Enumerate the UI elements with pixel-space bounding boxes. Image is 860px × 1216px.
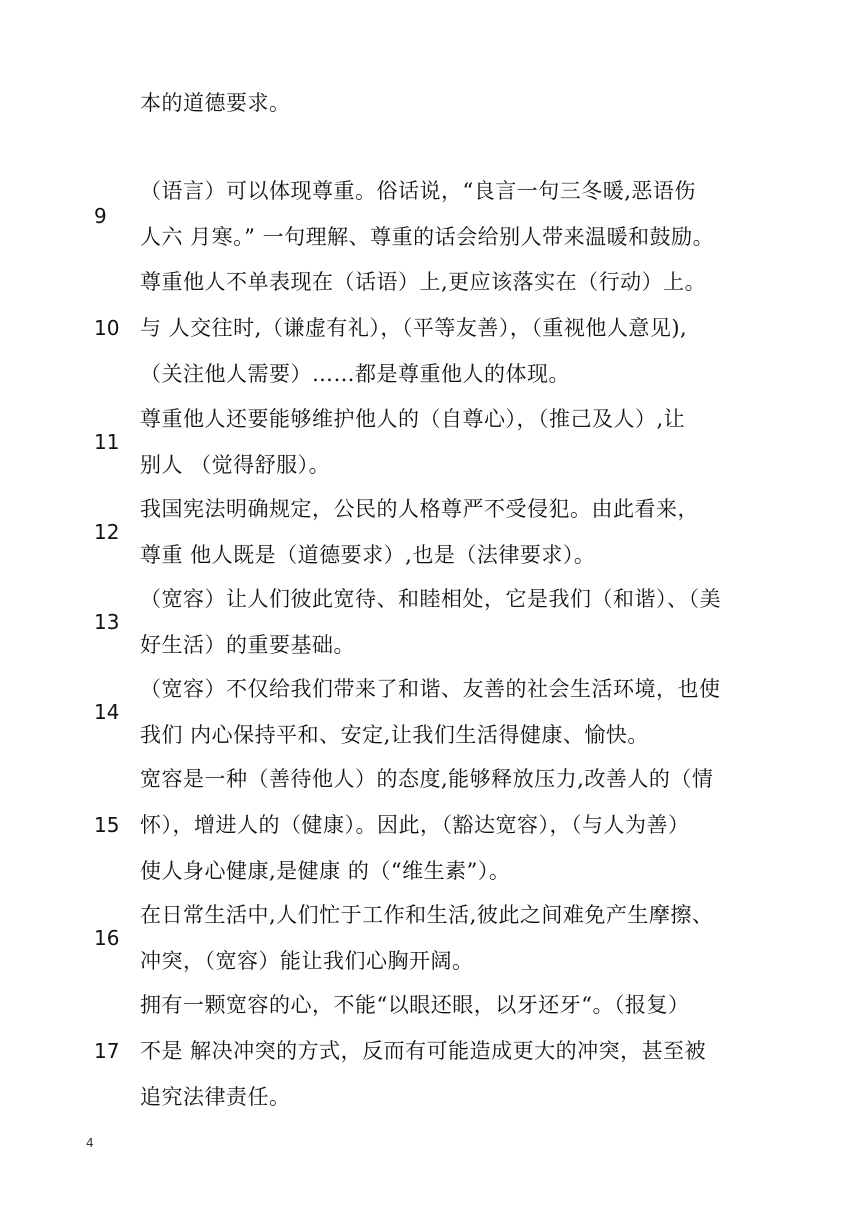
item-number-17: 17 [94, 1039, 120, 1063]
item-17-line-1: 拥有一颗宽容的心，不能“以眼还眼，以牙还牙“。（报复） [140, 993, 690, 1017]
page-number: 4 [86, 1136, 94, 1150]
item-9-line-1: （语言）可以体现尊重。俗话说，“良言一句三冬暖,恶语伤 [140, 179, 696, 203]
item-number-11: 11 [94, 430, 120, 454]
item-15-line-1: 宽容是一种（善待他人）的态度,能够释放压力,改善人的（情 [140, 767, 714, 791]
item-number-13: 13 [94, 610, 120, 634]
item-15-line-3: 使人身心健康,是健康 的（“维生素”）。 [140, 859, 511, 883]
item-number-12: 12 [94, 520, 120, 544]
item-16-line-1: 在日常生活中,人们忙于工作和生活,彼此之间难免产生摩擦、 [140, 903, 714, 927]
item-14-line-2: 我们 内心保持平和、安定,让我们生活得健康、愉快。 [140, 723, 649, 747]
item-number-9: 9 [94, 204, 107, 228]
item-number-14: 14 [94, 700, 120, 724]
item-12-line-1: 我国宪法明确规定，公民的人格尊严不受侵犯。由此看来， [140, 497, 699, 521]
item-11-line-2: 别人 （觉得舒服）。 [140, 453, 331, 477]
item-number-10: 10 [94, 316, 120, 340]
item-13-line-1: （宽容）让人们彼此宽待、和睦相处，它是我们（和谐）、（美 [140, 587, 721, 611]
item-9-line-2: 人六 月寒。” 一句理解、尊重的话会给别人带来温暖和鼓励。 [140, 225, 715, 249]
item-16-line-2: 冲突，（宽容）能让我们心胸开阔。 [140, 949, 474, 973]
item-17-line-3: 追究法律责任。 [140, 1085, 291, 1109]
item-11-line-1: 尊重他人还要能够维护他人的（自尊心），（推己及人）,让 [140, 407, 686, 431]
item-15-line-2: 怀），增进人的（健康）。因此，（豁达宽容），（与人为善） [140, 813, 690, 837]
leading-line: 本的道德要求。 [140, 91, 291, 115]
item-17-line-2: 不是 解决冲突的方式，反而有可能造成更大的冲突，甚至被 [140, 1039, 707, 1063]
item-10-line-3: （关注他人需要）……都是尊重他人的体现。 [140, 362, 570, 386]
item-10-line-2: 与 人交往时,（谦虚有礼），（平等友善），（重视他人意见), [140, 316, 688, 340]
item-10-line-1: 尊重他人不单表现在（话语）上,更应该落实在（行动）上。 [140, 270, 707, 294]
item-12-line-2: 尊重 他人既是（道德要求）,也是（法律要求）。 [140, 543, 596, 567]
item-14-line-1: （宽容）不仅给我们带来了和谐、友善的社会生活环境，也使 [140, 677, 721, 701]
item-13-line-2: 好生活）的重要基础。 [140, 633, 355, 657]
item-number-16: 16 [94, 926, 120, 950]
item-number-15: 15 [94, 813, 120, 837]
